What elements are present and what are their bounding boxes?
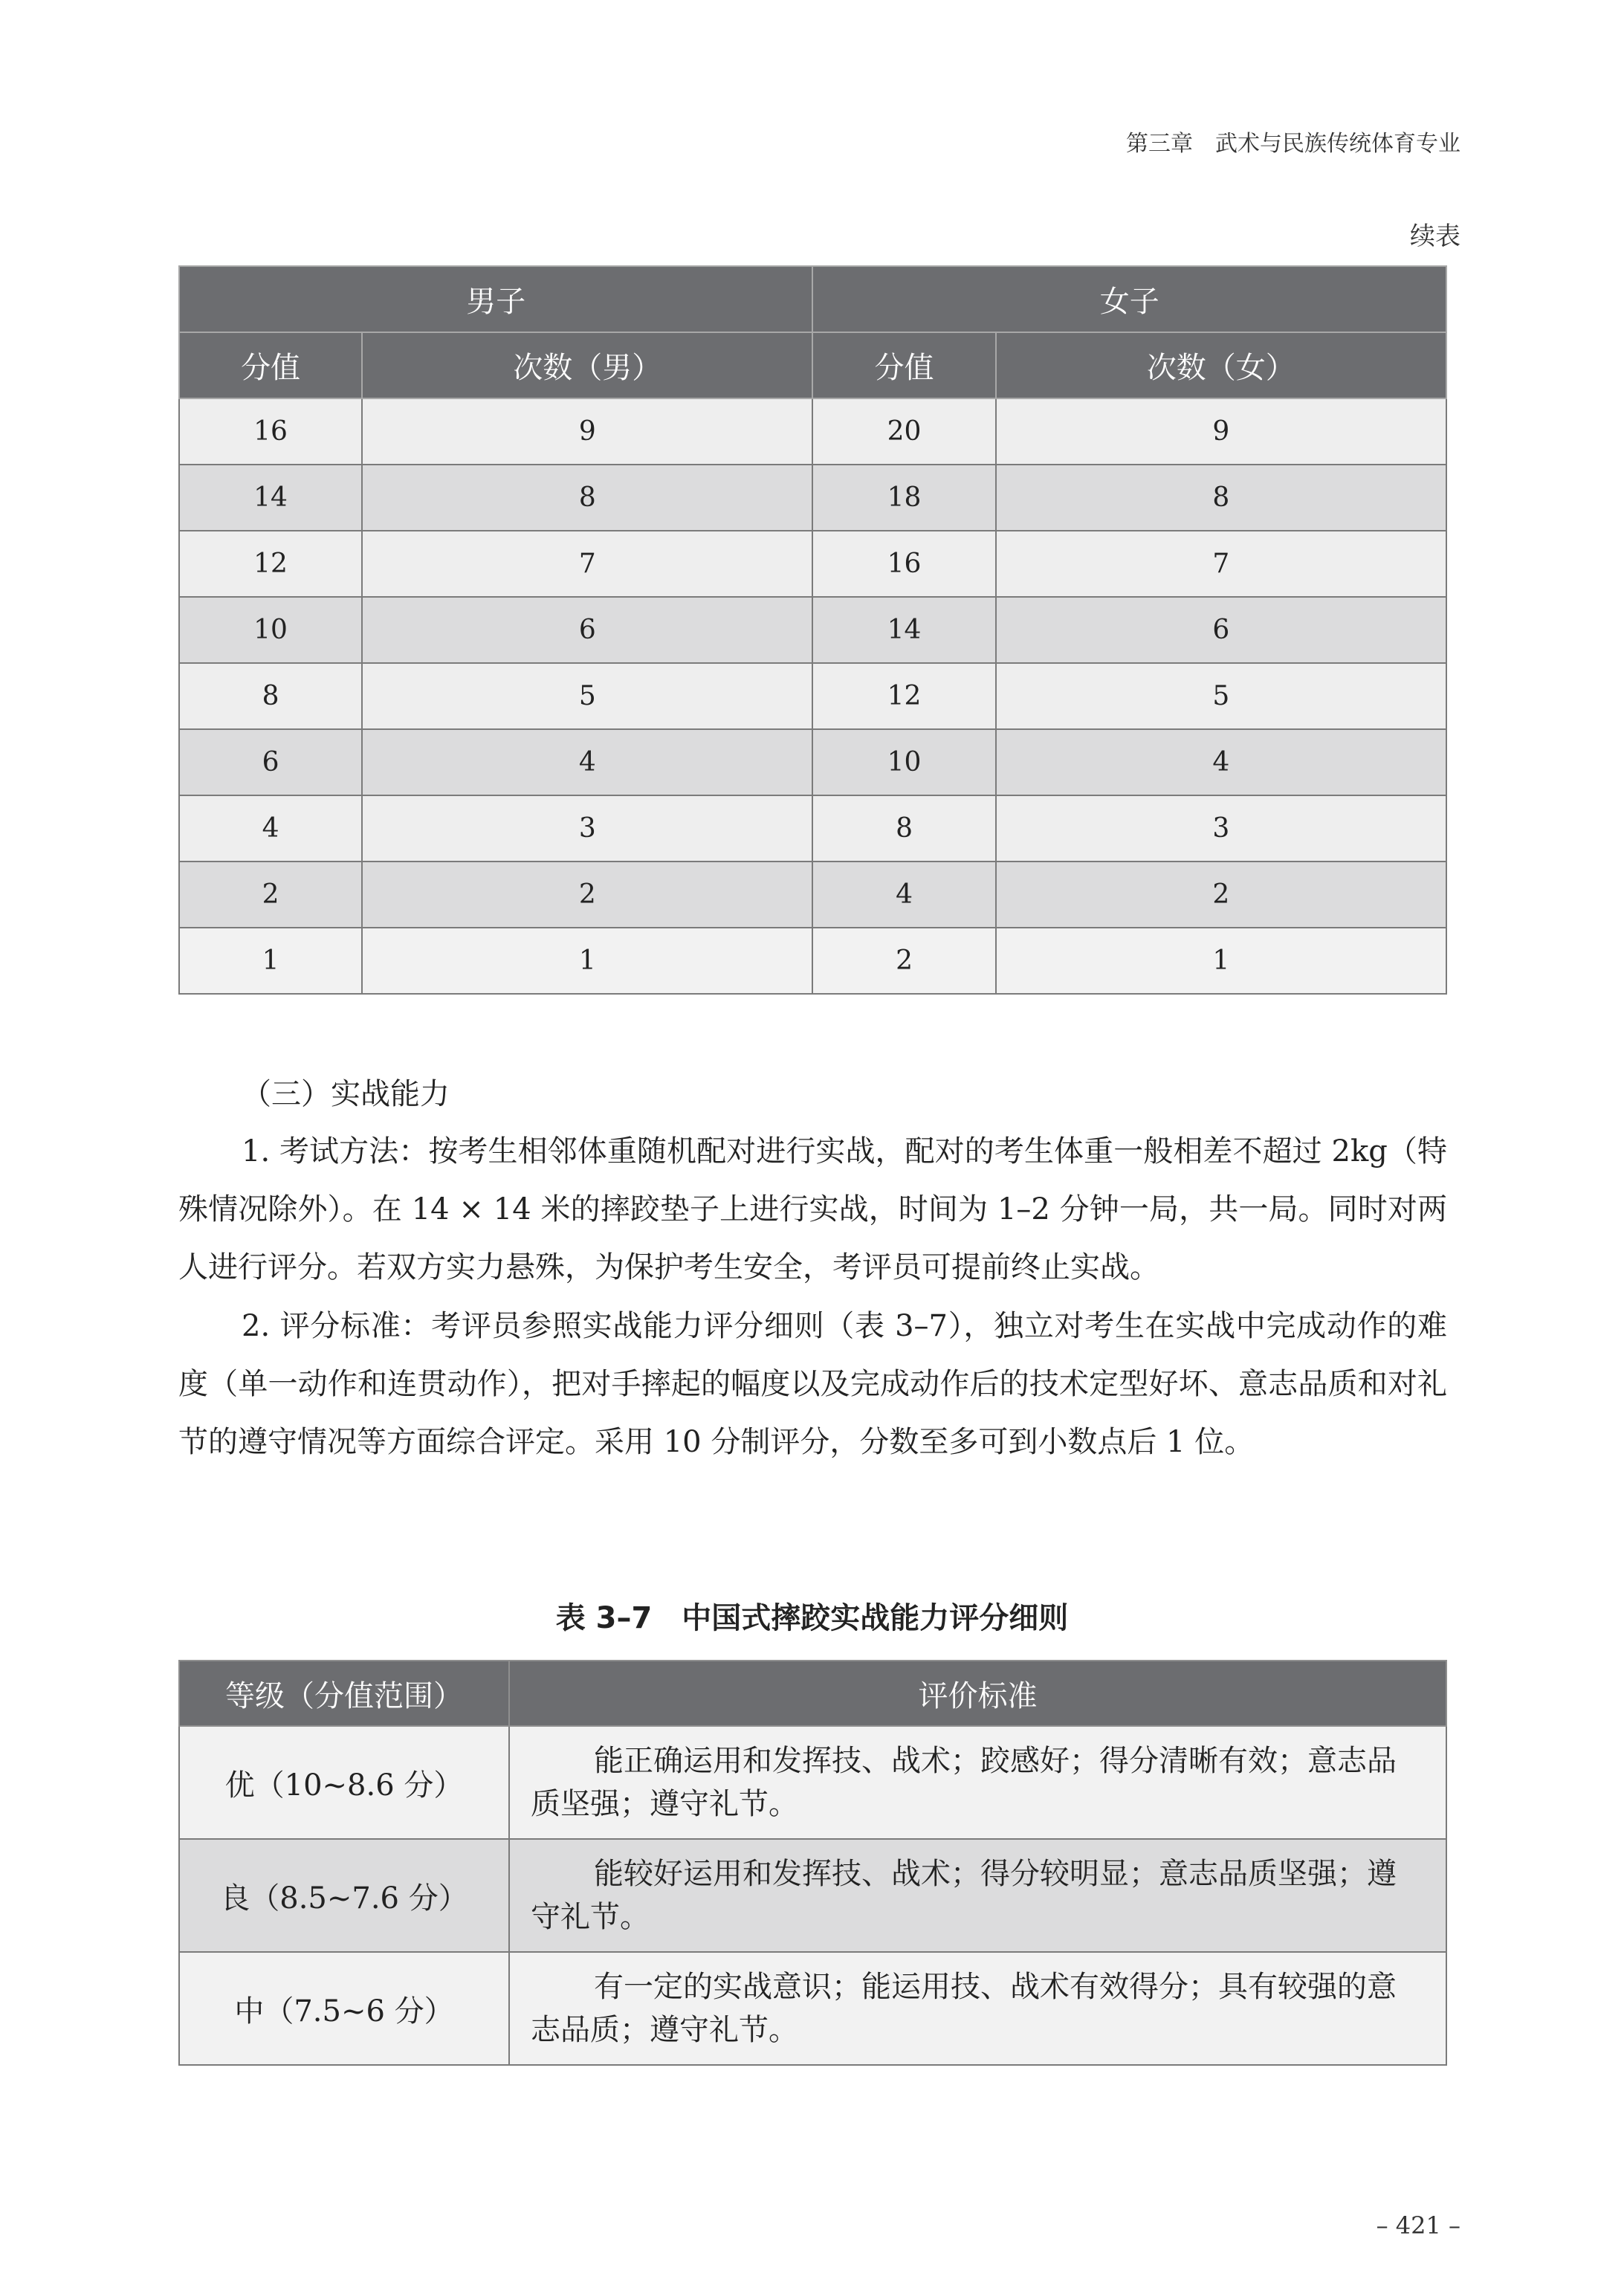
chapter-header: 第三章 武术与民族传统体育专业 [1126,131,1460,157]
criteria-header-row [179,1661,1446,1726]
table-cell: 14 [179,465,362,531]
table-cell: 8 [362,465,812,531]
table-cell: 16 [179,398,362,465]
table-cell: 3 [362,795,812,862]
paragraph-exam-method: 1. 考试方法：按考生相邻体重随机配对进行实战，配对的考生体重一般相差不超过 2kg（特殊情况除外）。在 14 × 14 米的摔跤垫子上进行实战，时间为 1–2 分钟一局，共一局。同时对两人进行评分。若双方实力悬殊，为保护考生安全，考评员可提前终止实战。 [178,1134,1447,1284]
column-header: 次数（女） [996,332,1446,398]
table-cell: 7 [996,531,1446,597]
grade-cell: 优（10~8.6 分） [179,1726,509,1839]
table-row [179,729,1446,795]
column-header: 分值 [812,332,995,398]
grade-cell: 良（8.5~7.6 分） [179,1839,509,1952]
table-cell: 9 [996,398,1446,465]
column-header-grade: 等级（分值范围） [179,1661,509,1726]
table-cell: 4 [362,729,812,795]
table-cell: 10 [179,597,362,663]
table-cell: 18 [812,465,995,531]
criteria-table-body [179,1726,1446,2065]
table-cell: 6 [996,597,1446,663]
table-cell: 5 [362,663,812,729]
table-cell: 8 [996,465,1446,531]
table-row [179,597,1446,663]
criteria-row [179,1952,1446,2065]
table-row [179,531,1446,597]
group-header-male: 男子 [179,266,812,332]
page-number: – 421 – [1376,2211,1460,2240]
table-cell: 4 [179,795,362,862]
table-cell: 7 [362,531,812,597]
section-title: （三）实战能力 [242,1077,450,1111]
continued-label: 续表 [1410,222,1460,251]
table-caption: 表 3–7 中国式摔跤实战能力评分细则 [555,1601,1069,1635]
table-cell: 4 [996,729,1446,795]
table-cell: 3 [996,795,1446,862]
table-cell: 6 [362,597,812,663]
table-row [179,398,1446,465]
table-cell: 12 [812,663,995,729]
table-cell: 12 [179,531,362,597]
table-cell: 1 [362,928,812,994]
paragraph-scoring-standard: 2. 评分标准：考评员参照实战能力评分细则（表 3–7），独立对考生在实战中完成动作的难度（单一动作和连贯动作），把对手摔起的幅度以及完成动作后的技术定型好坏、意志品质和对礼节的遵守情况等方面综合评定。采用 10 分制评分，分数至多可到小数点后 1 位。 [178,1309,1447,1459]
table-cell: 5 [996,663,1446,729]
table-cell: 1 [996,928,1446,994]
table-cell: 14 [812,597,995,663]
standard-cell: 有一定的实战意识；能运用技、战术有效得分；具有较强的意志品质；遵守礼节。 [509,1952,1446,2065]
criteria-row [179,1839,1446,1952]
score-table-body [179,398,1446,994]
group-header-row [179,266,1446,332]
table-row [179,663,1446,729]
table-cell: 2 [179,862,362,928]
standard-cell: 能正确运用和发挥技、战术；跤感好；得分清晰有效；意志品质坚强；遵守礼节。 [509,1726,1446,1839]
score-table [178,265,1447,995]
table-cell: 8 [812,795,995,862]
column-header: 次数（男） [362,332,812,398]
table-row [179,465,1446,531]
table-cell: 2 [362,862,812,928]
table-cell: 16 [812,531,995,597]
group-header-female: 女子 [812,266,1446,332]
table-cell: 1 [179,928,362,994]
table-cell: 20 [812,398,995,465]
table-cell: 2 [996,862,1446,928]
standard-cell: 能较好运用和发挥技、战术；得分较明显；意志品质坚强；遵守礼节。 [509,1839,1446,1952]
table-cell: 9 [362,398,812,465]
table-cell: 4 [812,862,995,928]
table-row [179,928,1446,994]
table-cell: 10 [812,729,995,795]
column-header-standard: 评价标准 [509,1661,1446,1726]
table-cell: 8 [179,663,362,729]
table-cell: 2 [812,928,995,994]
column-header-row [179,332,1446,398]
table-row [179,862,1446,928]
column-header: 分值 [179,332,362,398]
table-row [179,795,1446,862]
grade-cell: 中（7.5~6 分） [179,1952,509,2065]
criteria-row [179,1726,1446,1839]
criteria-table [178,1660,1447,2066]
table-cell: 6 [179,729,362,795]
